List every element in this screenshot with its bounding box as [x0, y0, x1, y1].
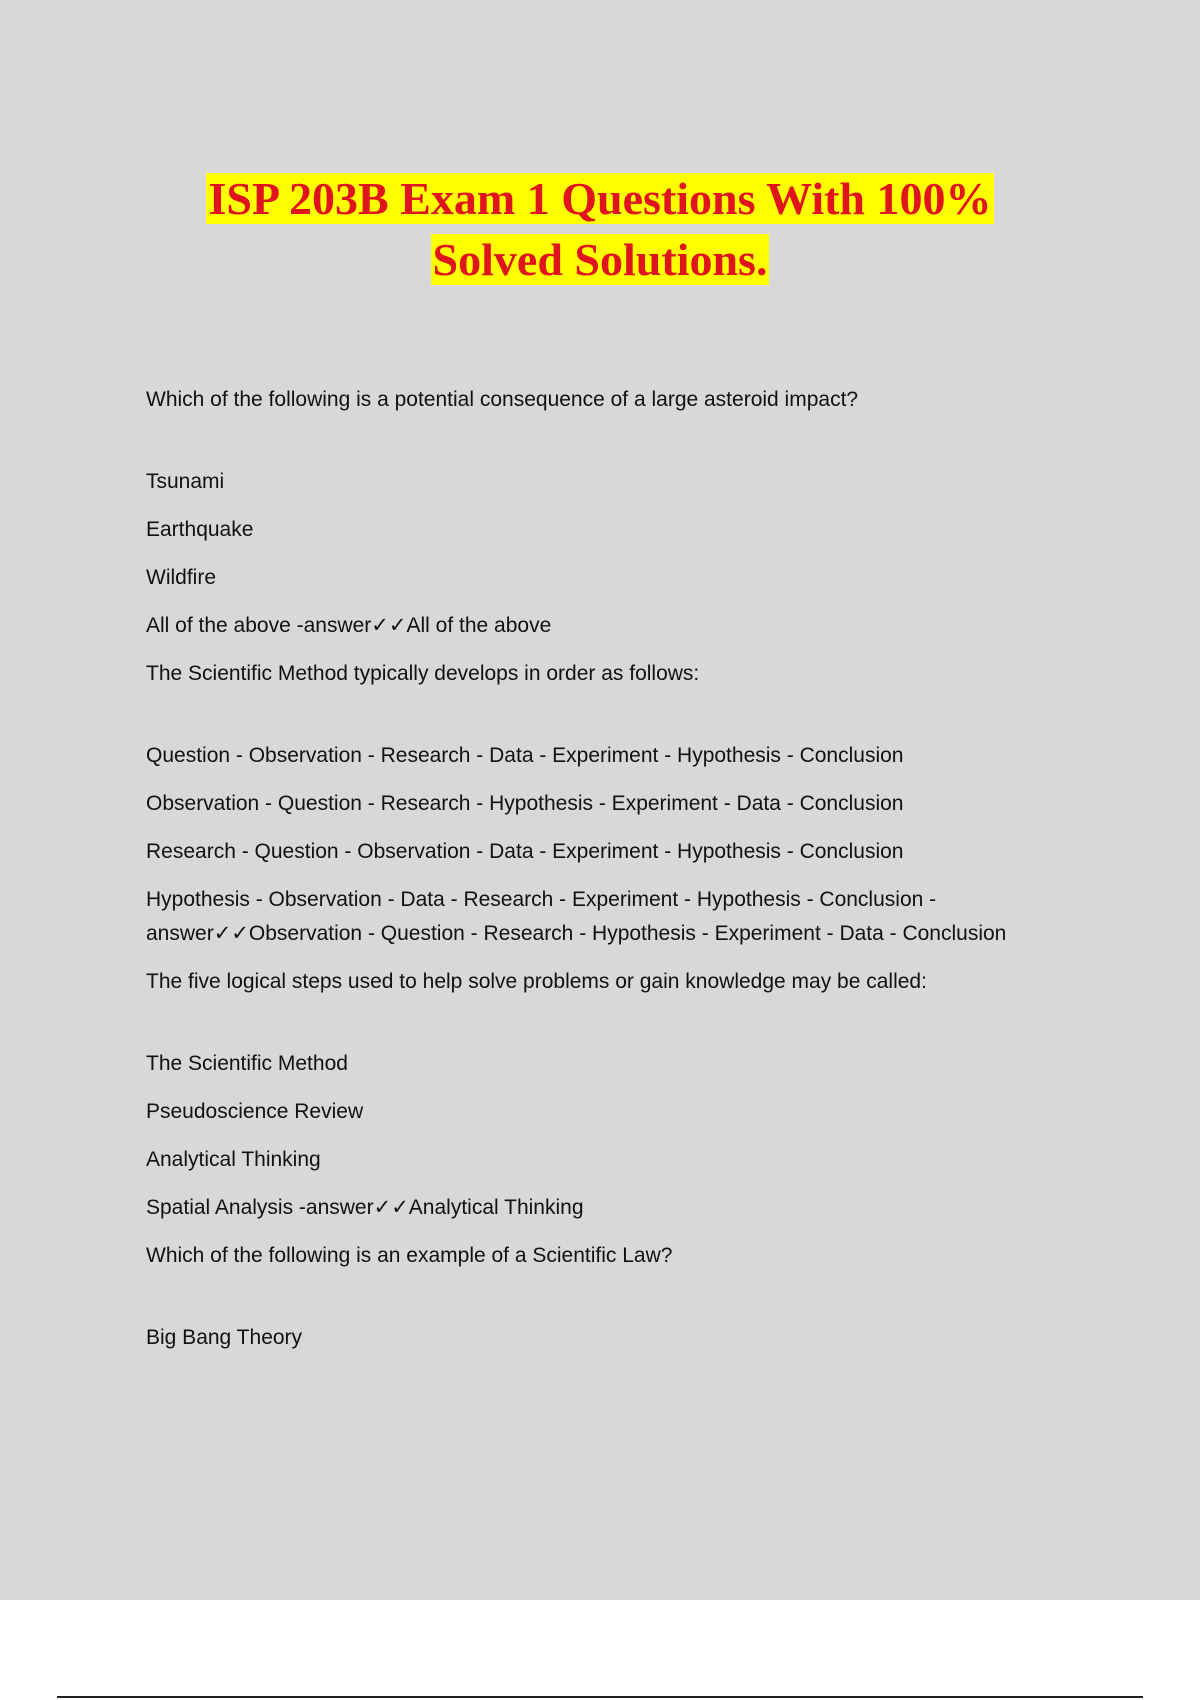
answer-option: Wildfire — [146, 566, 217, 589]
page-divider — [57, 1696, 1143, 1698]
answer-option: The Scientific Method — [146, 1052, 348, 1075]
question-text: The five logical steps used to help solve problems or gain knowledge may be called: — [146, 970, 927, 993]
answer-option-with-solution: Hypothesis - Observation - Data - Research - Experiment - Hypothesis - Conclusion - answer✓✓Observation - Question - Research - Hypothesis - Experiment - Data - Conclusion — [146, 888, 1007, 945]
title-line-2: Solved Solutions. — [432, 234, 768, 285]
document-body — [146, 383, 1066, 1369]
answer-option: Analytical Thinking — [146, 1148, 321, 1171]
answer-option-with-solution: All of the above -answer✓✓All of the above — [146, 614, 552, 637]
answer-option: Earthquake — [146, 518, 254, 541]
answer-option: Research - Question - Observation - Data - Experiment - Hypothesis - Conclusion — [146, 840, 904, 863]
document-title — [0, 168, 1200, 290]
title-line-1: ISP 203B Exam 1 Questions With 100% — [208, 173, 992, 224]
answer-option: Question - Observation - Research - Data - Experiment - Hypothesis - Conclusion — [146, 744, 904, 767]
answer-option: Observation - Question - Research - Hypothesis - Experiment - Data - Conclusion — [146, 792, 904, 815]
question-text: The Scientific Method typically develops in order as follows: — [146, 662, 700, 685]
answer-option-with-solution: Spatial Analysis -answer✓✓Analytical Thinking — [146, 1196, 584, 1219]
answer-option: Big Bang Theory — [146, 1326, 303, 1349]
question-text: Which of the following is an example of a Scientific Law? — [146, 1244, 673, 1267]
answer-option: Pseudoscience Review — [146, 1100, 364, 1123]
question-text: Which of the following is a potential consequence of a large asteroid impact? — [146, 388, 859, 411]
answer-option: Tsunami — [146, 470, 225, 493]
